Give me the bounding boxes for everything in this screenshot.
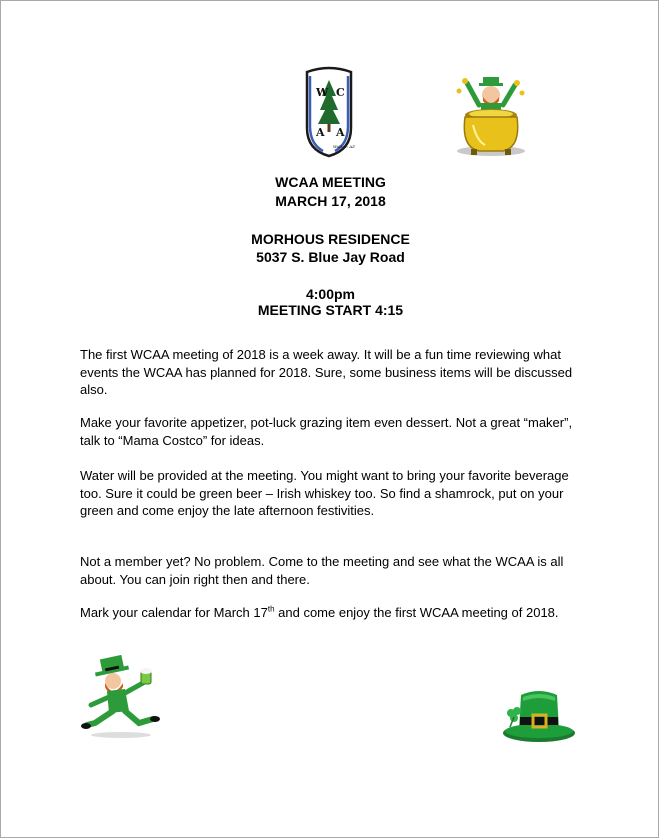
wcaa-crest-logo <box>303 66 355 158</box>
crest-letter-w: W <box>316 86 329 99</box>
meeting-location: MORHOUS RESIDENCE <box>251 231 410 247</box>
meeting-title: WCAA MEETING <box>275 174 386 190</box>
crest-letter-c: C <box>336 86 345 99</box>
body-paragraph-food: Make your favorite appetizer, pot-luck grazing item even dessert. Not a great “maker”, talk to “Mama Costco” for ideas. <box>80 415 573 448</box>
body-paragraph-membership: Not a member yet? No problem. Come to the meeting and see what the WCAA is all about. You can join right then and there. <box>80 554 564 587</box>
crest-letter-a2: A <box>336 126 345 139</box>
crest-place: Walker, AZ <box>333 144 355 149</box>
body-paragraph-drinks: Water will be provided at the meeting. You might want to bring your favorite beverage too. Sure it could be green beer – Irish whiskey too. So find a shamrock, put on your green and come enjoy the late afternoon festivities. <box>80 468 569 518</box>
meeting-date: MARCH 17, 2018 <box>275 193 386 209</box>
body-paragraph-calendar <box>80 604 580 622</box>
meeting-address: 5037 S. Blue Jay Road <box>256 249 405 265</box>
meeting-time: 4:00pm <box>305 286 356 302</box>
leprechaun-pot-of-gold-image <box>449 71 533 159</box>
crest-letter-a1: A <box>316 126 325 139</box>
calendar-text-end: and come enjoy the first WCAA meeting of 2018. <box>274 605 559 620</box>
body-paragraph-intro: The first WCAA meeting of 2018 is a week away. It will be a fun time reviewing what events the WCAA has planned for 2018. Sure, some business items will be discussed also. <box>80 347 573 397</box>
calendar-text-start: Mark your calendar for March 17 <box>80 605 268 620</box>
shamrock-hat-image <box>501 687 577 743</box>
meeting-start-time: MEETING START 4:15 <box>257 302 404 318</box>
running-leprechaun-image <box>81 653 165 739</box>
date-ordinal-suffix: th <box>267 604 275 614</box>
